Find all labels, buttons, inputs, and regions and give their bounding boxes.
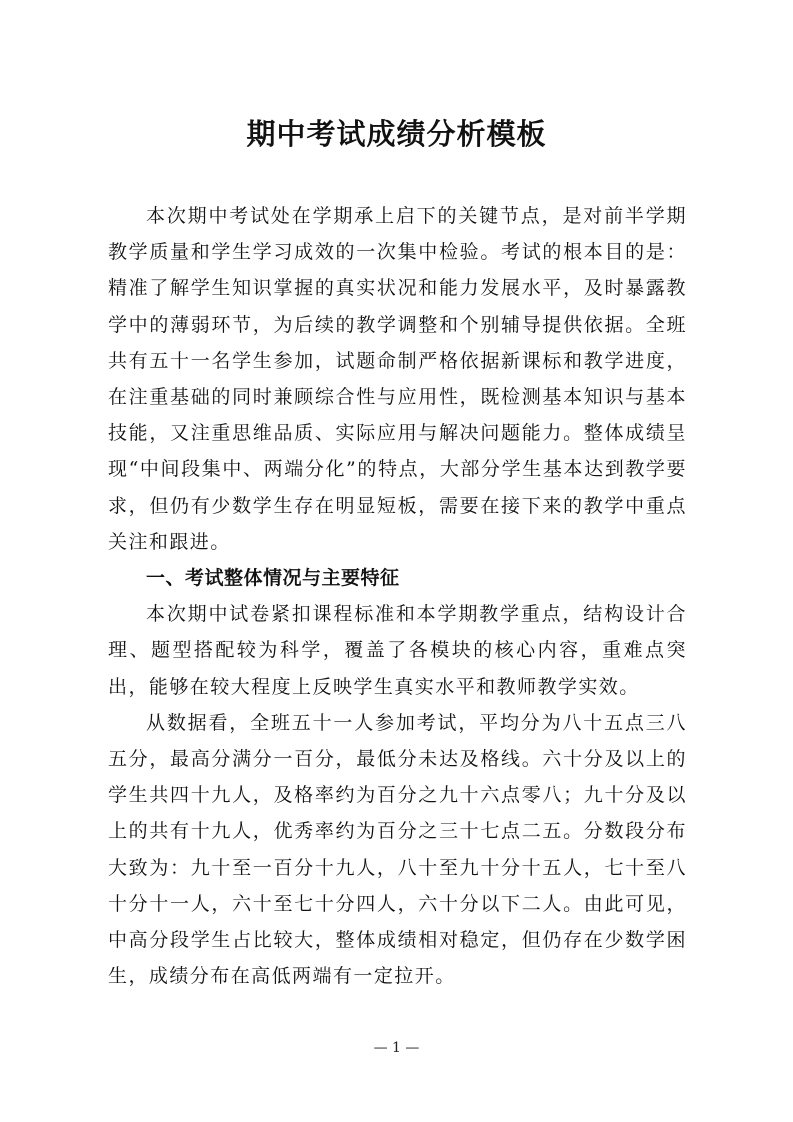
document-title: 期中考试成绩分析模板 xyxy=(246,117,547,151)
document-body xyxy=(108,198,687,994)
exam-paper-paragraph: 本次期中试卷紧扣课程标准和本学期教学重点，结构设计合理、题型搭配较为科学，覆盖了各模块的核心内容，重难点突出，能够在较大程度上反映学生真实水平和教师教学实效。 xyxy=(108,603,687,698)
intro-paragraph: 本次期中考试处在学期承上启下的关键节点，是对前半学期教学质量和学生学习成效的一次集中检验。考试的根本目的是：精准了解学生知识掌握的真实状况和能力发展水平，及时暴露教学中的薄弱环节，为后续的教学调整和个别辅导提供依据。全班共有五十一名学生参加，试题命制严格依据新课标和教学进度，在注重基础的同时兼顾综合性与应用性，既检测基本知识与基本技能，又注重思维品质、实际应用与解决问题能力。整体成绩呈现“中间段集中、两端分化”的特点，大部分学生基本达到教学要求，但仍有少数学生存在明显短板，需要在接下来的教学中重点关注和跟进。 xyxy=(108,205,687,553)
section-heading-overall: 一、考试整体情况与主要特征 xyxy=(146,567,400,590)
score-data-paragraph: 从数据看，全班五十一人参加考试，平均分为八十五点三八五分，最高分满分一百分，最低分未达及格线。六十分及以上的学生共四十九人，及格率约为百分之九十六点零八；九十分及以上的共有十九人，优秀率约为百分之三十七点二五。分数段分布大致为：九十至一百分十九人，八十至九十分十五人，七十至八十分十一人，六十至七十分四人，六十分以下二人。由此可见，中高分段学生占比较大，整体成绩相对稳定，但仍存在少数学困生，成绩分布在高低两端有一定拉开。 xyxy=(108,711,687,988)
page-number: — 1 — xyxy=(373,1040,420,1056)
